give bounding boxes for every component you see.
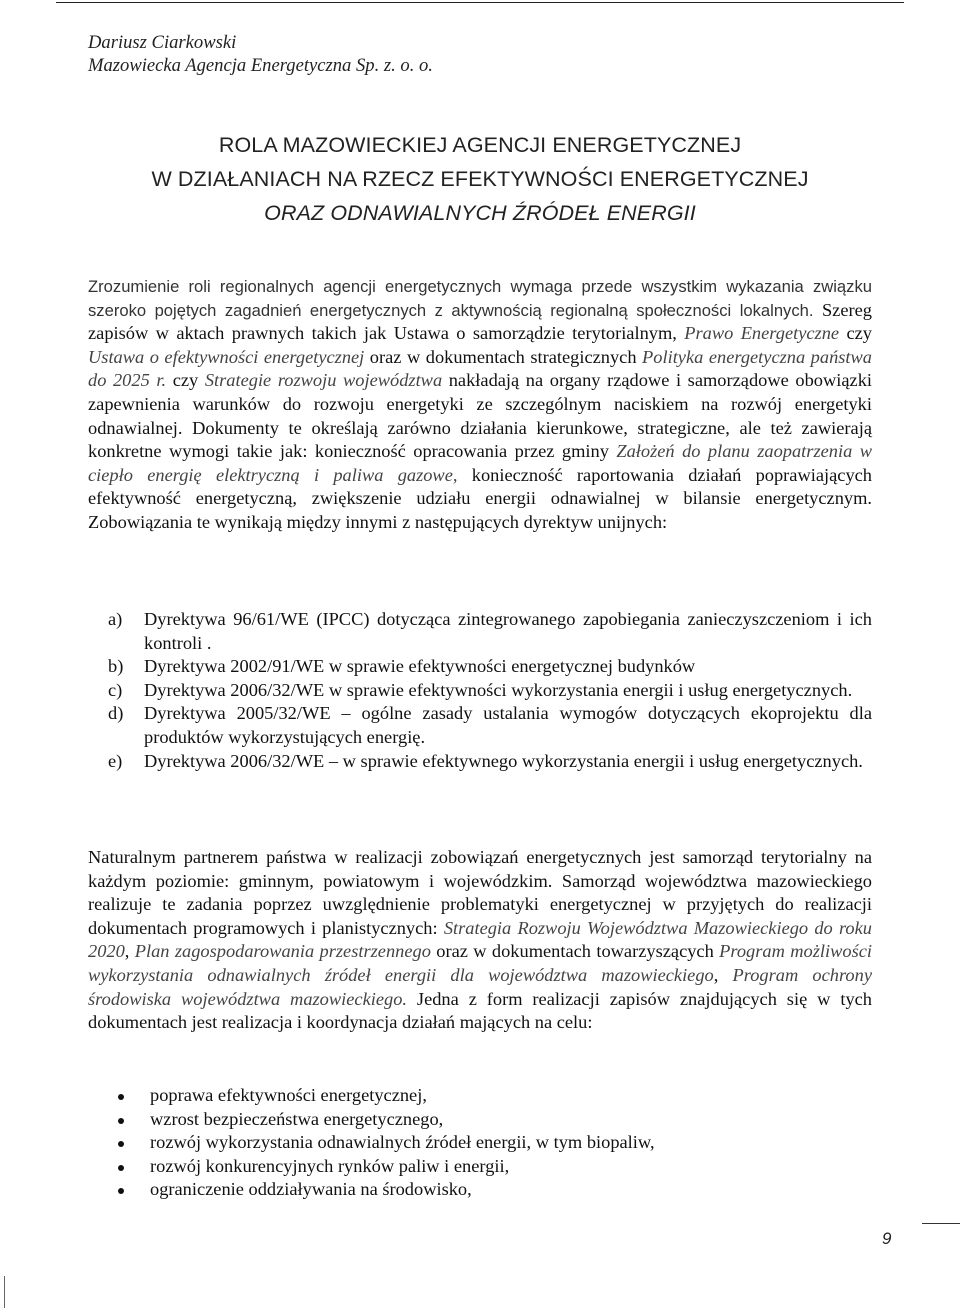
paragraph-text: czy [839,323,872,344]
bullet-icon [118,1094,124,1100]
italic-citation: Ustawa o efektywności energetycznej [88,346,365,367]
list-item [118,1178,872,1202]
italic-citation: Założeń do planu zaopatrzenia w ciepło energię elektryczną i paliwa gazowe, [88,441,872,485]
list-item [118,1131,872,1155]
list-item [118,1108,872,1132]
author-block [88,31,433,77]
list-item [118,1155,872,1179]
list-item-text: rozwój konkurencyjnych rynków paliw i energii, [150,1155,510,1176]
title-line-2: W DZIAŁANIACH NA RZECZ EFEKTYWNOŚCI ENERGETYCZNEJ [151,167,809,191]
italic-citation: Prawo Energetyczne [684,323,840,344]
italic-citation: Program ochrony środowiska województwa mazowieckiego. [88,964,872,1009]
paragraph-text: , [713,964,733,985]
author-name: Dariusz Ciarkowski [88,32,237,53]
paragraph-text: Naturalnym partnerem państwa w realizacji zobowiązań energetycznych jest samorząd terytorialny na każdym poziomie: gminnym, powiatowym i wojewódzkim. Samorząd województwa mazowieckiego realizuje te zadania poprzez uwzględnienie problematyki energetycznej w przyjętych do realizacji dokumentach programowych i planistycznych: [88,847,872,938]
bullet-icon [118,1188,124,1194]
paragraph-text: nakładają na organy rządowe i samorządowe obowiązki zapewnienia warunków do rozwoju energetyki ze szczególnym naciskiem na rozwój energetyki odnawialnej. Dokumenty te określają zarówno działania kierunkowe, strategiczne, ale też zawierają konkretne wymogi takie jak: konieczność opracowania przez gminy [88,370,872,462]
list-item-text: Dyrektywa 2005/32/WE – ogólne zasady ustalania wymogów dotyczących ekoprojektu dla produktów wykorzystujących energię. [144,703,872,747]
list-item-text: Dyrektywa 2006/32/WE w sprawie efektywności wykorzystania energii i usług energetycznych. [144,679,853,700]
title-line-1: ROLA MAZOWIECKIEJ AGENCJI ENERGETYCZNEJ [218,133,742,157]
paragraph-text: czy [166,370,205,391]
list-item-label: b) [108,656,124,677]
margin-line [4,1276,5,1308]
directives-list [108,608,872,773]
list-item-label: a) [108,609,123,629]
list-item-text: ograniczenie oddziaływania na środowisko, [150,1179,472,1200]
list-item-text: Dyrektywa 2002/91/WE w sprawie efektywności energetycznej budynków [144,656,696,677]
italic-citation: Polityka energetyczna państwa do 2025 r. [88,346,872,391]
list-item-label: d) [108,703,124,724]
paragraph-text: Szereg zapisów w aktach prawnych takich jak Ustawa o samorządzie terytorialnym, [88,299,872,344]
paragraph-text: Jedna z form realizacji zapisów znajdujących się w tych dokumentach jest realizacja i koordynacja działań mających na celu: [88,988,872,1033]
bullet-icon [118,1141,124,1147]
title-line-3: ORAZ ODNAWIALNYCH ŹRÓDEŁ ENERGII [264,201,696,225]
italic-citation: Program możliwości wykorzystania odnawialnych źródeł energii dla województwa mazowieckiego [88,941,872,985]
italic-citation: Strategie rozwoju województwa [204,370,443,391]
list-item-text: poprawa efektywności energetycznej, [150,1085,427,1105]
footer-rule [922,1223,960,1224]
list-item [108,679,872,703]
paper-title [88,128,872,230]
page-number: 9 [882,1229,892,1248]
paragraph-text: oraz w dokumentach strategicznych [364,346,643,367]
paragraph-text: oraz w dokumentach towarzyszących [430,941,720,962]
list-item-text: Dyrektywa 2006/32/WE – w sprawie efektywnego wykorzystania energii i usług energetycznych. [144,750,863,771]
list-item [118,1084,872,1108]
header-rule [56,2,904,3]
list-item [108,750,872,774]
list-item [108,608,872,655]
list-item-text: wzrost bezpieczeństwa energetycznego, [150,1108,444,1129]
intro-sentence: Zrozumienie roli regionalnych agencji energetycznych wymaga przede wszystkim wykazania związku szeroko pojętych zagadnień energetycznych z aktywnością regionalną społeczności lokalnych. [88,277,872,320]
bullet-icon [118,1118,124,1124]
italic-citation: Strategia Rozwoju Województwa Mazowieckiego do roku 2020 [88,917,872,962]
list-item-text: rozwój wykorzystania odnawialnych źródeł energii, w tym biopaliw, [150,1132,655,1153]
italic-citation: Plan zagospodarowania przestrzennego [134,941,431,962]
bullet-icon [118,1165,124,1171]
list-item [108,702,872,749]
partner-paragraph [88,846,872,1035]
paragraph-text: , [124,941,135,962]
list-item-label: e) [108,750,123,771]
paragraph-text: konieczność raportowania działań poprawiających efektywność energetyczną, zwiększenie udziału energii odnawialnej w bilansie energetycznym. Zobowiązania te wynikają między innymi z następujących dyrektyw unijnych: [88,464,872,532]
goals-list [118,1084,872,1202]
intro-paragraph [88,275,872,535]
author-affiliation: Mazowiecka Agencja Energetyczna Sp. z. o. o. [88,55,433,76]
list-item-label: c) [108,679,123,700]
list-item-text: Dyrektywa 96/61/WE (IPCC) dotycząca zintegrowanego zapobiegania zanieczyszczeniom i ich kontroli . [144,609,872,653]
list-item [108,655,872,679]
